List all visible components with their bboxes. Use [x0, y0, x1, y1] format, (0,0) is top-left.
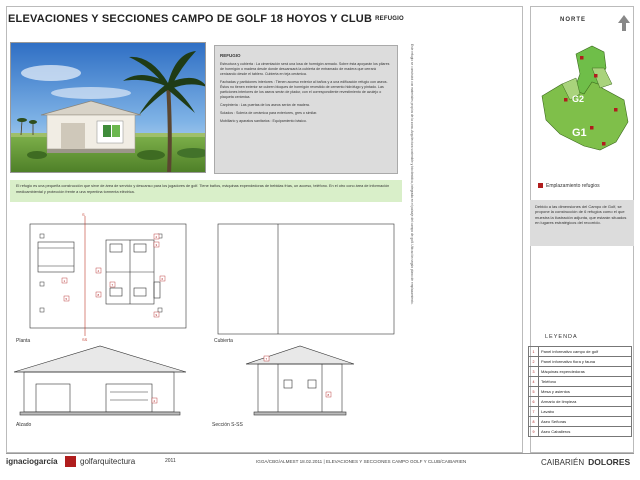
legend-number: 5 [529, 387, 539, 397]
section-tag: 7 [265, 356, 268, 361]
legend-label: Aseo Caballeros [539, 427, 632, 437]
section-tag: 8 [327, 392, 330, 397]
plan-tag: 5 [65, 296, 68, 301]
plan-tag: 3 [155, 242, 158, 247]
title-main: ELEVACIONES Y SECCIONES CAMPO DE GOLF 18 HOYOS Y CLUB [8, 13, 373, 25]
legend-row [529, 377, 632, 387]
north-arrow-icon [618, 15, 630, 31]
brand-logo-square [65, 456, 76, 467]
info-strip: El refugio es una pequeña construcción que sirve de área de servicio y descanso para los jugadores de golf. Tiene baños, máquinas expendedoras de bebidas frías, un acceso, teléfono. En el otro cono área de información medioambiental y protección frente a una repentina tormenta eléctrica. [10, 180, 402, 202]
legend-row [529, 347, 632, 357]
description-paragraph: Solados : Solería de cerámica para exteriores, gres o similar. [220, 111, 318, 115]
section-base [254, 412, 346, 415]
refuge-photo [10, 42, 206, 173]
plan-table [38, 242, 74, 272]
legend-label: Lavabo [539, 407, 632, 417]
legend-row [529, 387, 632, 397]
elevation-tag: 2 [153, 398, 156, 403]
map-refuge-marker [580, 56, 584, 60]
plan-tag: 1 [63, 278, 66, 283]
map-refuge-marker [564, 98, 568, 102]
description-box [214, 45, 398, 174]
plan-toilet [110, 244, 122, 252]
map-refuge-marker [602, 142, 606, 146]
legend-number: 3 [529, 367, 539, 377]
section-fixture [284, 380, 292, 388]
elevation-roof [14, 346, 186, 372]
section-marker: S [82, 212, 85, 217]
elevation-label: Alzado [16, 422, 32, 428]
legend-row [529, 357, 632, 367]
plan-tag: 9 [155, 312, 158, 317]
legend-row [529, 397, 632, 407]
plan-cabinet [154, 282, 160, 298]
description-paragraph: Estructura y cubierta : La cimentación será una losa de hormigón armado. Sobre ésta apoyarán los pilares de hormigón o madera desde donde descansará la cubierta de entramado de madera que cerrará cenizando desde el tablero. Cubierta en teja cerámica. [220, 62, 390, 76]
pillar [40, 234, 44, 238]
drawing-code: IGGA/CBG/ALMEST 18.02.2011 | ELEVACIONES Y SECCIONES CAMPO GOLF Y CLUB/CAIBARIEN [256, 459, 467, 464]
plan-sink [134, 288, 146, 296]
description-paragraph: Carpintería : Las puertas de los aseos serán de madera. [220, 103, 310, 107]
pillar [40, 282, 44, 286]
note-box: Debido a las dimensiones del Campo de Golf, se propone la construcción de 6 refugios como el que muestra la ilustración adjunta, que estarán situados en lugares estratégicos del recorrido. [530, 200, 634, 246]
legend-row [529, 427, 632, 437]
plan-toilet [134, 244, 146, 252]
legend-number: 8 [529, 417, 539, 427]
section-walls [258, 364, 342, 412]
brand-right: golfarquitectura [80, 457, 136, 466]
legend-label: Aseo Señoras [539, 417, 632, 427]
drawings-area [10, 212, 400, 432]
legend-row [529, 367, 632, 377]
elevation-base [20, 412, 180, 415]
legend-label: Panel informativo campo de golf [539, 347, 632, 357]
section-roof [246, 346, 354, 364]
map-refuge-marker [594, 74, 598, 78]
north-label: NORTE [560, 17, 586, 23]
legend-label: Armario de limpieza [539, 397, 632, 407]
section-marker-bottom: SS [82, 337, 88, 342]
legend-number: 4 [529, 377, 539, 387]
legend-number: 6 [529, 397, 539, 407]
plan-tag: 6 [161, 276, 164, 281]
plan-sink [110, 288, 122, 296]
footer-divider [6, 453, 634, 454]
title-sub: REFUGIO [375, 16, 404, 23]
location-project: DOLORES [588, 457, 631, 467]
legend-number: 1 [529, 347, 539, 357]
legend-number: 2 [529, 357, 539, 367]
location-place: CAIBARIÉN [541, 458, 585, 467]
location [541, 457, 630, 467]
footer [6, 456, 634, 476]
legend-row [529, 407, 632, 417]
roof-label: Cubierta [214, 338, 233, 344]
map-label-g2: G2 [572, 94, 585, 104]
roof-outline [218, 224, 394, 334]
plan-label: Planta [16, 338, 31, 344]
legend-label: Teléfono [539, 377, 632, 387]
legend-label: Panel informativo flora y fauna [539, 357, 632, 367]
map-refuge-marker [590, 126, 594, 130]
section-label: Sección S-SS [212, 422, 243, 428]
legend-title: LEYENDA [545, 334, 578, 340]
legend-number: 7 [529, 407, 539, 417]
page-title [8, 13, 404, 25]
description-heading: REFUGIO [220, 53, 241, 58]
description-paragraph: Fachadas y particiones interiores : Tienen acceso exterior al baños y a una edificación refugio con aseos. Éstos no tienen exterior se cubren bloques de hormigón revestido de cemento hidrófugo y pintado. Las particiones interiores de los aseos serán de pladur, con el correspondiente revestimiento de azulejo o plaqueta cerámica. [220, 80, 388, 99]
elevation-walls [24, 372, 174, 412]
site-map [532, 38, 632, 166]
legend-site [538, 183, 600, 189]
plan-tag: 7 [111, 282, 114, 287]
legend-number: 9 [529, 427, 539, 437]
section-fixture [308, 380, 316, 388]
plan-tag: 8 [97, 292, 100, 297]
architectural-drawings [10, 212, 400, 432]
description-paragraph: Mobiliario y aparatos sanitarios : Equipamiento básico. [220, 119, 307, 123]
elevation-opening [36, 384, 70, 412]
plan-tag: 2 [155, 234, 158, 239]
brand-year: 2011 [165, 458, 176, 464]
north-indicator [556, 15, 636, 33]
elevation-panel [106, 384, 152, 412]
refuge-marker-icon [538, 183, 543, 188]
map-refuge-marker [614, 108, 618, 112]
vertical-note-text: Este refugio se construirá con materiales propios de la zona. Arquitectura sostenible y bioclimática, integrada en el paisaje del campo de golf. Ubicación según plano de emplazamiento. [410, 44, 414, 305]
legend-table [528, 346, 632, 437]
legend-label: Mesa y asientos [539, 387, 632, 397]
legend-row [529, 417, 632, 427]
brand-left: ignaciogarcía [6, 457, 58, 466]
map-label-g1: G1 [572, 127, 587, 139]
plan-tag: 4 [97, 268, 100, 273]
pillar [158, 308, 162, 312]
pillar [40, 308, 44, 312]
vertical-note [400, 44, 420, 344]
legend-site-label: Emplazamiento refugios [546, 183, 600, 189]
legend-label: Máquinas expendedoras [539, 367, 632, 377]
